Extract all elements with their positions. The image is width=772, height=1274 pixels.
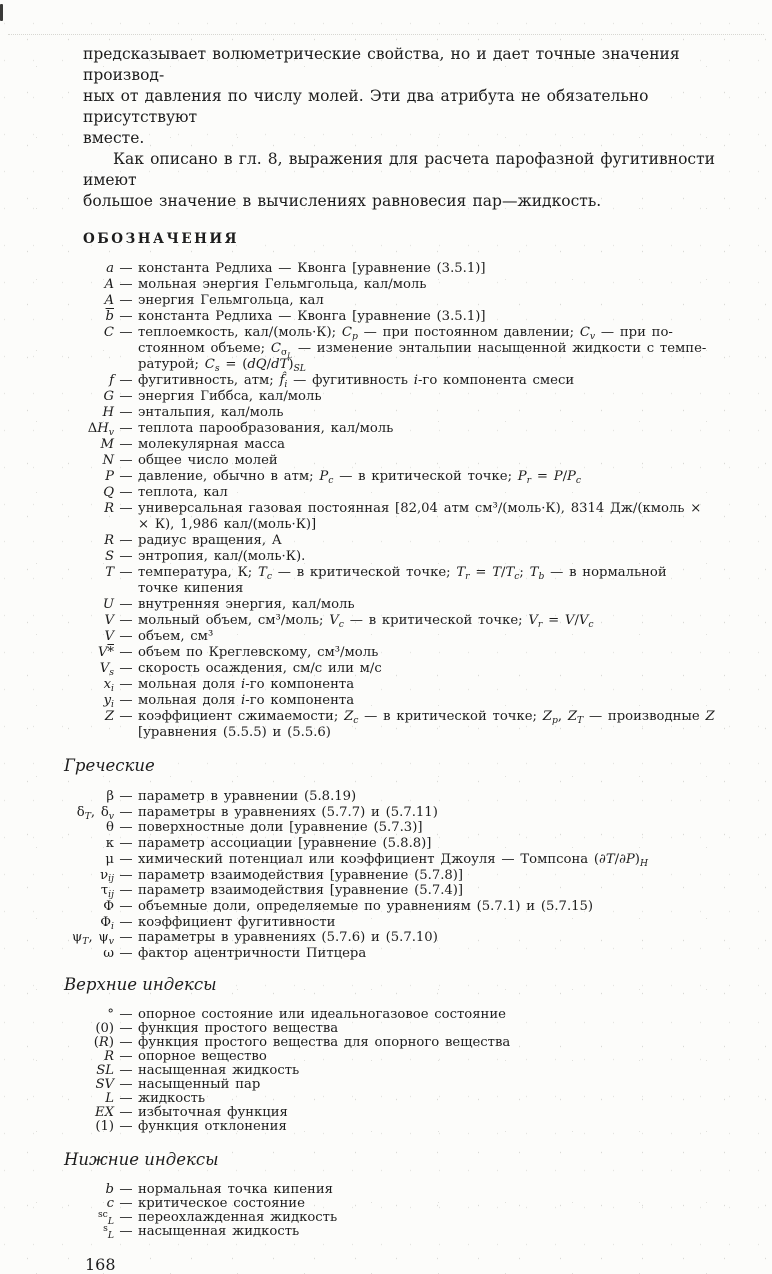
dash-separator: — (119, 437, 133, 452)
dash-separator: — (119, 1006, 133, 1022)
symbol-entry (64, 373, 722, 389)
symbol-entry (64, 1183, 722, 1197)
greek-symbol-list (64, 789, 722, 962)
greek-section-heading: Греческие (64, 756, 155, 775)
symbol: SV (95, 1076, 114, 1092)
dash-separator: — (119, 293, 133, 308)
symbol-definition: универсальная газовая постоянная [82,04 атм см³/(моль·К), 8314 Дж/(кмоль × × К), 1,986 кал/(моль·К)] (138, 501, 702, 532)
symbol-definition: фактор ацентричности Питцера (138, 946, 367, 962)
dash-separator: — (119, 613, 133, 628)
dash-separator: — (119, 804, 133, 820)
symbol: P (105, 469, 114, 484)
dash-separator: — (119, 325, 133, 340)
symbol-entry (64, 789, 722, 805)
symbol-definition: мольная доля i-го компонента (138, 677, 355, 692)
symbol-definition: химический потенциал или коэффициент Джоуля — Томпсона $(\partial T/\partial P)_H$ (138, 851, 648, 869)
symbol: G (103, 389, 114, 404)
dash-separator: — (119, 645, 133, 660)
dash-separator: — (119, 277, 133, 292)
symbol-definition: давление, обычно в атм; $P_c$ — в критической точке; $P_r = P/P_c$ (138, 469, 582, 486)
symbol: (0) (95, 1020, 114, 1036)
symbol: ° (107, 1006, 114, 1022)
symbol: Q (103, 485, 114, 500)
symbol: κ (105, 836, 114, 852)
symbol-entry (64, 1036, 722, 1050)
symbol-entry (64, 1092, 722, 1106)
symbol-definition: мольный объем, см³/моль; $V_c$ — в критической точке; $V_r = V/V_c$ (138, 613, 594, 630)
subscripts-section-heading: Нижние индексы (64, 1149, 219, 1169)
symbol: (R) (93, 1034, 114, 1050)
symbol-definition: коэффициент сжимаемости; $Z_c$ — в критической точке; $Z_p$, $Z_T$ — производные Z [уравнения (5.5.5) и (5.5.6) (138, 709, 715, 740)
symbol-definition: общее число молей (138, 453, 278, 468)
symbol: A (104, 277, 114, 292)
symbol: R (104, 501, 114, 516)
symbol-entry (64, 565, 722, 597)
symbol-definition: теплота парообразования, кал/моль (138, 421, 394, 436)
symbol: V (104, 629, 114, 644)
subscripts-list (64, 1183, 722, 1239)
symbol: $\tau_{ij}$ (100, 883, 114, 901)
dash-separator: — (119, 1048, 133, 1064)
symbol: Z (104, 709, 114, 724)
symbol: EX (94, 1104, 114, 1120)
dash-separator: — (119, 549, 133, 564)
symbol-definition: внутренняя энергия, кал/моль (138, 597, 355, 612)
symbol-entry (64, 836, 722, 852)
symbol: μ (105, 851, 114, 867)
symbol-entry (64, 629, 722, 645)
symbol: N (102, 453, 114, 468)
dash-separator: — (119, 1223, 133, 1239)
symbol-definition: нормальная точка кипения (138, 1181, 333, 1197)
symbol-definition: молекулярная масса (138, 437, 286, 452)
dash-separator: — (119, 820, 133, 836)
symbol-entry (64, 453, 722, 469)
symbol: $\Phi_i$ (100, 914, 114, 932)
symbol-definition: энтальпия, кал/моль (138, 405, 284, 420)
symbol-definition: функция отклонения (138, 1118, 287, 1134)
dash-separator: — (119, 1104, 133, 1120)
symbol-definition: опорное состояние или идеальногазовое состояние (138, 1006, 506, 1022)
symbol: V (104, 613, 114, 628)
symbol-definition: теплота, кал (138, 485, 228, 500)
scan-artifact-dotted-line (8, 34, 764, 35)
symbol: R (104, 533, 114, 548)
dash-separator: — (119, 851, 133, 867)
symbol: c (106, 1195, 114, 1211)
symbol: $\nu_{ij}$ (100, 867, 114, 885)
symbol-definition: энтропия, кал/(моль·К). (138, 549, 306, 564)
symbol-entry (64, 693, 722, 709)
symbol-definition: скорость осаждения, см/с или м/с (138, 661, 382, 676)
symbol: SL (96, 1062, 114, 1078)
symbol-entry (64, 533, 722, 549)
symbol-definition: параметр в уравнении (5.8.19) (138, 789, 357, 804)
symbol-entry (64, 261, 722, 277)
symbol-entry (64, 613, 722, 629)
dash-separator: — (119, 469, 133, 484)
symbol: $\Delta H_v$ (87, 421, 114, 438)
symbol: R (104, 1048, 114, 1064)
symbol: ω (103, 946, 114, 962)
symbol: a (106, 261, 114, 276)
symbol-entry (64, 1064, 722, 1078)
symbol: Φ (103, 898, 114, 914)
dash-separator: — (119, 1034, 133, 1050)
symbol-definition: объемные доли, определяемые по уравнениям (5.7.1) и (5.7.15) (138, 898, 594, 914)
symbol-definition: жидкость (138, 1090, 206, 1106)
symbol: V* (97, 645, 114, 660)
symbol-entry (64, 1078, 722, 1092)
dash-separator: — (119, 1181, 133, 1197)
dash-separator: — (119, 677, 133, 692)
symbol-entry (64, 501, 722, 533)
symbol-entry (64, 437, 722, 453)
symbol-entry (64, 549, 722, 565)
dash-separator: — (119, 693, 133, 708)
symbol: $\overline{b}$ (105, 309, 114, 324)
dash-separator: — (119, 1209, 133, 1225)
symbol-definition: объем, см³ (138, 629, 214, 644)
dash-separator: — (119, 1090, 133, 1106)
symbol-definition: параметр ассоциации [уравнение (5.8.8)] (138, 836, 432, 852)
symbol-entry (64, 1050, 722, 1064)
symbol-entry (64, 868, 722, 884)
symbol-entry (64, 597, 722, 613)
dash-separator: — (119, 533, 133, 548)
superscripts-list (64, 1008, 722, 1134)
intro-paragraph-1: предсказывает волюметрические свойства, но и дает точные значения производ- ных от давления по числу молей. Эти два атрибута не обязательно присутствуют вместе. (83, 45, 680, 147)
dash-separator: — (119, 629, 133, 644)
dash-separator: — (119, 501, 133, 516)
dash-separator: — (119, 930, 133, 946)
symbol: $\psi_T$, $\psi_v$ (71, 930, 114, 948)
dash-separator: — (119, 485, 133, 500)
symbol: β (106, 789, 114, 804)
symbol-entry (64, 277, 722, 293)
dash-separator: — (119, 565, 133, 580)
symbol-entry (64, 389, 722, 405)
symbol: U (102, 597, 114, 612)
notation-symbol-list (64, 261, 722, 741)
symbol: (1) (95, 1118, 114, 1134)
symbol: S (104, 549, 114, 564)
dash-separator: — (119, 421, 133, 436)
symbol-definition: насыщенная жидкость (138, 1062, 300, 1078)
intro-paragraph-2: Как описано в гл. 8, выражения для расчета парофазной фугитивности имеют большое значение в вычислениях равновесия пар—жидкость. (83, 150, 715, 210)
symbol-entry (64, 1222, 722, 1241)
dash-separator: — (119, 1062, 133, 1078)
symbol-entry (64, 899, 722, 915)
symbol-entry (64, 820, 722, 836)
symbol: H (102, 405, 114, 420)
symbol: L (105, 1090, 114, 1106)
symbol-definition: температура, К; $T_c$ — в критической точке; $T_r = T/T_c$; $T_b$ — в нормальной точке кипения (138, 565, 667, 596)
symbol-entry (64, 485, 722, 501)
dash-separator: — (119, 453, 133, 468)
dash-separator: — (119, 1195, 133, 1211)
dash-separator: — (119, 789, 133, 804)
symbol: θ (106, 820, 114, 836)
symbol-definition: константа Редлиха — Квонга [уравнение (3.5.1)] (138, 309, 486, 324)
symbol: M (100, 437, 114, 452)
symbol: $x_i$ (103, 677, 114, 694)
dash-separator: — (119, 898, 133, 914)
symbol: T (105, 565, 114, 580)
symbol-entry (64, 930, 722, 946)
dash-separator: — (119, 597, 133, 612)
symbol-entry (64, 309, 722, 325)
symbol-entry (64, 645, 722, 661)
symbol-definition: энергия Гельмгольца, кал (138, 293, 324, 308)
symbol-definition: энергия Гиббса, кал/моль (138, 389, 322, 404)
dash-separator: — (119, 883, 133, 899)
symbol-definition: теплоемкость, кал/(моль·К); $C_p$ — при постоянном давлении; $C_v$ — при по- стоянном объеме; $C_{\sigma_L}$ — изменение энтальпии насыщенной жидкости с темпе- ратурой; $C_s = (dQ/dT)_{SL}$ (138, 325, 707, 374)
symbol-definition: параметр взаимодействия [уравнение (5.7.4)] (138, 883, 464, 899)
symbol-entry (64, 805, 722, 821)
symbol-entry (64, 852, 722, 868)
symbol-definition: критическое состояние (138, 1195, 305, 1211)
symbol-definition: переохлажденная жидкость (138, 1209, 338, 1225)
symbol: $^{sc}_L$ (97, 1208, 114, 1227)
dash-separator: — (119, 1020, 133, 1036)
symbol-entry (64, 293, 722, 309)
scan-artifact-mark (0, 4, 3, 21)
symbol-definition: избыточная функция (138, 1104, 288, 1120)
symbol-entry (64, 325, 722, 373)
dash-separator: — (119, 389, 133, 404)
dash-separator: — (119, 914, 133, 930)
symbol-entry (64, 1008, 722, 1022)
dash-separator: — (119, 867, 133, 883)
symbol: b (105, 1181, 114, 1197)
dash-separator: — (119, 373, 133, 388)
symbol-definition: фугитивность, атм; $f̂_i$ — фугитивность i-го компонента смеси (138, 373, 575, 390)
symbol-definition: константа Редлиха — Квонга [уравнение (3.5.1)] (138, 261, 486, 276)
symbol-definition: радиус вращения, А (138, 533, 282, 548)
symbol-entry (64, 405, 722, 421)
symbol-definition: функция простого вещества для опорного вещества (138, 1034, 511, 1050)
symbol-definition: насыщенный пар (138, 1076, 261, 1092)
symbol-definition: мольная энергия Гельмгольца, кал/моль (138, 277, 427, 292)
symbol-entry (64, 1120, 722, 1134)
superscripts-section-heading: Верхние индексы (64, 974, 217, 994)
symbol-definition: параметры в уравнениях (5.7.6) и (5.7.10) (138, 930, 438, 946)
symbol-definition: поверхностные доли [уравнение (5.7.3)] (138, 820, 423, 836)
symbol-definition: параметры в уравнениях (5.7.7) и (5.7.11) (138, 804, 438, 820)
symbol-entry (64, 1197, 722, 1211)
dash-separator: — (119, 1076, 133, 1092)
dash-separator: — (119, 661, 133, 676)
symbol-entry (64, 946, 722, 962)
dash-separator: — (119, 709, 133, 724)
symbol: A (104, 293, 114, 308)
symbol-entry (64, 677, 722, 693)
notation-heading: ОБОЗНАЧЕНИЯ (83, 231, 240, 247)
dash-separator: — (119, 1118, 133, 1134)
symbol-entry (64, 883, 722, 899)
symbol-definition: параметр взаимодействия [уравнение (5.7.8)] (138, 867, 464, 883)
symbol-entry (64, 1208, 722, 1227)
symbol: C (103, 325, 114, 340)
symbol-definition: объем по Креглевскому, см³/моль (138, 645, 379, 660)
dash-separator: — (119, 261, 133, 276)
dash-separator: — (119, 309, 133, 324)
symbol-entry (64, 1022, 722, 1036)
symbol-definition: коэффициент фугитивности (138, 914, 336, 930)
symbol-entry (64, 469, 722, 485)
symbol-entry (64, 421, 722, 437)
symbol: $y_i$ (103, 693, 114, 710)
symbol-entry (64, 915, 722, 931)
symbol-definition: функция простого вещества (138, 1020, 339, 1036)
symbol-definition: мольная доля i-го компонента (138, 693, 355, 708)
dash-separator: — (119, 946, 133, 962)
page-number: 168 (85, 1254, 116, 1274)
dash-separator: — (119, 836, 133, 852)
symbol-entry (64, 709, 722, 741)
dash-separator: — (119, 405, 133, 420)
symbol-entry (64, 1106, 722, 1120)
symbol: $^s_L$ (103, 1222, 114, 1241)
symbol: $V_s$ (99, 661, 114, 678)
symbol-definition: опорное вещество (138, 1048, 267, 1064)
symbol-definition: насыщенная жидкость (138, 1223, 300, 1239)
symbol: $\delta_T$, $\delta_v$ (76, 804, 114, 822)
symbol-entry (64, 661, 722, 677)
symbol: f (109, 373, 114, 388)
